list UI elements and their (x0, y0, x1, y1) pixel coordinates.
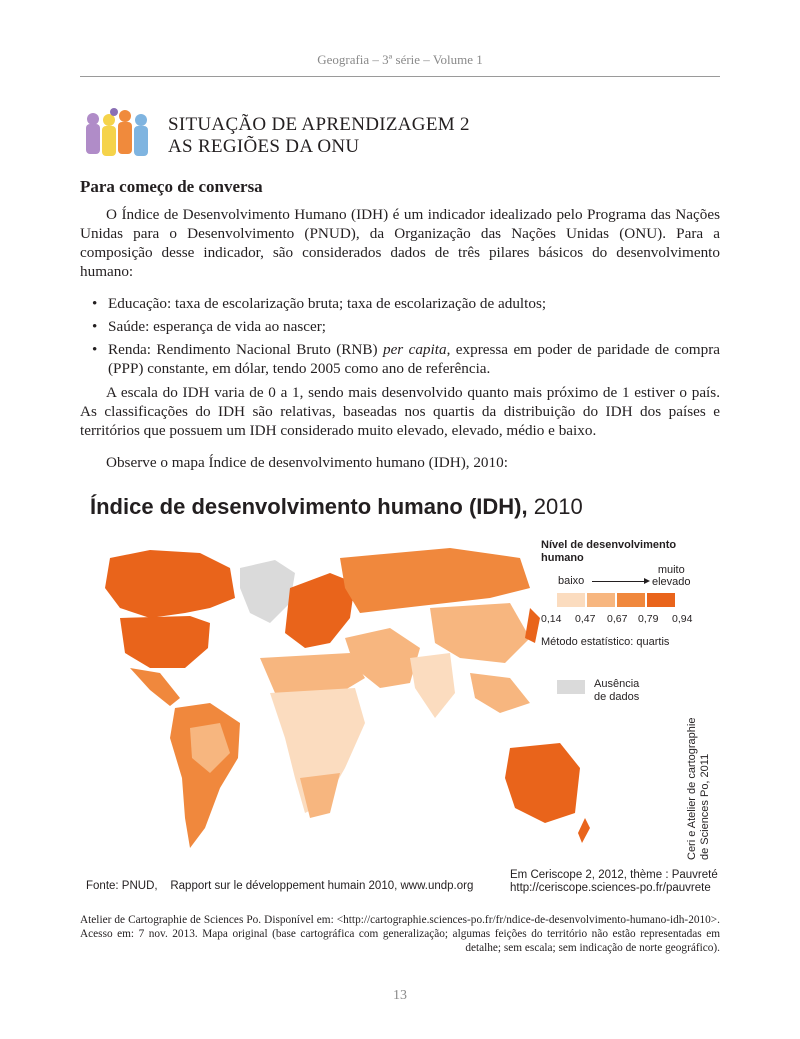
legend-no-data-swatch (557, 680, 585, 694)
bullet-text-pre: Renda: Rendimento Nacional Bruto (RNB) (108, 341, 383, 358)
paragraph-idh-scale: A escala do IDH varia de 0 a 1, sendo mais desenvolvido quanto mais próximo de 1 estiver o país. As classificações do IDH são relativas, baseadas nos quartis da distribuição do IDH dos países e territórios que possuem um IDH considerado muito elevado, elevado, médio e baixo. (80, 384, 720, 439)
canada-shape (105, 550, 235, 618)
paragraph-idh-intro: O Índice de Desenvolvimento Humano (IDH) é um indicador idealizado pelo Programa das Nações Unidas para o Desenvolvimento (PNUD), da Organização das Nações Unidas (ONU). Para a composição desse indicador, são considerados dados de três pilares básicos do desenvolvimento humano: (80, 206, 720, 280)
bullet-text: Saúde: esperança de vida ao nascer; (108, 318, 327, 335)
world-idh-map (90, 528, 590, 878)
legend-arrowhead-icon (644, 578, 650, 584)
india-shape (410, 653, 455, 718)
map-credit (686, 718, 712, 860)
legend-tick: 0,79 (638, 613, 659, 625)
legend-swatch-high (617, 593, 645, 607)
legend-tick: 0,94 (672, 613, 693, 625)
legend-swatch-medium (587, 593, 615, 607)
legend-high-label-2: elevado (652, 576, 691, 588)
greenland-shape (240, 560, 295, 623)
legend-swatch-very-high (647, 593, 675, 607)
activity-title-line1: SITUAÇÃO DE APRENDIZAGEM 2 (168, 114, 470, 135)
africa-north-shape (260, 653, 365, 693)
map-source-left: Fonte: PNUD, Rapport sur le développement humain 2010, www.undp.org (86, 880, 474, 892)
japan-korea-shape (525, 608, 540, 643)
southeast-asia-shape (470, 673, 530, 713)
map-source-right (510, 869, 718, 895)
bullet-symbol: • (92, 341, 98, 358)
legend-high-label-1: muito (657, 564, 685, 576)
paragraph-observe-map: Observe o mapa Índice de desenvolvimento humano (IDH), 2010: (106, 454, 508, 471)
map-credit-line1: Ceri e Atelier de cartographie (686, 717, 698, 860)
map-source-right-line1: Em Ceriscope 2, 2012, thème : Pauvreté (510, 869, 718, 881)
bullet-text: Educação: taxa de escolarização bruta; taxa de escolarização de adultos; (108, 295, 547, 312)
legend-low-label: baixo (558, 575, 585, 587)
footnote: Atelier de Cartographie de Sciences Po. Disponível em: <http://cartographie.sciences-po.fr/fr/ndice-de-desenvolvimento-humano-idh-2010>. Acesso em: 7 nov. 2013. Mapa original (base cartográfica com generalização; algumas feições do território não estão representadas em detalhe; sem escala; sem indicação de norte geográfico). (80, 914, 720, 954)
legend-no-data-line2: de dados (594, 691, 640, 703)
map-title (90, 494, 583, 520)
russia-shape (340, 548, 530, 613)
legend-swatch-low (557, 593, 585, 607)
legend-no-data-label (594, 678, 639, 704)
map-source-right-line2: http://ceriscope.sciences-po.fr/pauvrete (510, 882, 711, 894)
list-item (80, 340, 720, 378)
activity-title-line2: AS REGIÕES DA ONU (168, 136, 360, 157)
south-america-shape (170, 703, 240, 848)
australia-shape (505, 743, 580, 823)
people-figures-icon (84, 108, 156, 160)
bullet-text-post: , expressa em poder de paridade de compra (PPP) constante, em dólar, tendo 2005 como ano de referência. (108, 341, 721, 377)
running-header: Geografia – 3ª série – Volume 1 (317, 52, 483, 67)
header-rule (80, 76, 720, 77)
legend-method: Método estatístico: quartis (541, 636, 670, 648)
legend-no-data-line1: Ausência (594, 678, 640, 690)
bullet-text-italic: per capita (382, 341, 447, 358)
legend-title: Nível de desenvolvimento humano (541, 539, 677, 564)
legend-tick: 0,14 (541, 613, 562, 625)
section-heading: Para começo de conversa (80, 177, 263, 196)
usa-shape (120, 616, 210, 668)
bullet-symbol: • (92, 318, 98, 335)
legend-high-label (652, 564, 691, 588)
legend-tick: 0,47 (575, 613, 596, 625)
map-credit-line2: de Sciences Po, 2011 (699, 753, 711, 860)
legend-arrow-line (592, 581, 646, 582)
legend-tick: 0,67 (607, 613, 628, 625)
page-number: 13 (393, 988, 407, 1003)
bullet-symbol: • (92, 295, 98, 312)
pillars-list (80, 294, 720, 382)
new-zealand-shape (578, 818, 590, 843)
central-america-shape (130, 668, 180, 706)
activity-title (168, 114, 470, 158)
list-item (80, 317, 720, 336)
map-title-year: 2010 (527, 494, 583, 519)
list-item (80, 294, 720, 313)
map-title-bold: Índice de desenvolvimento humano (IDH), (90, 494, 528, 519)
